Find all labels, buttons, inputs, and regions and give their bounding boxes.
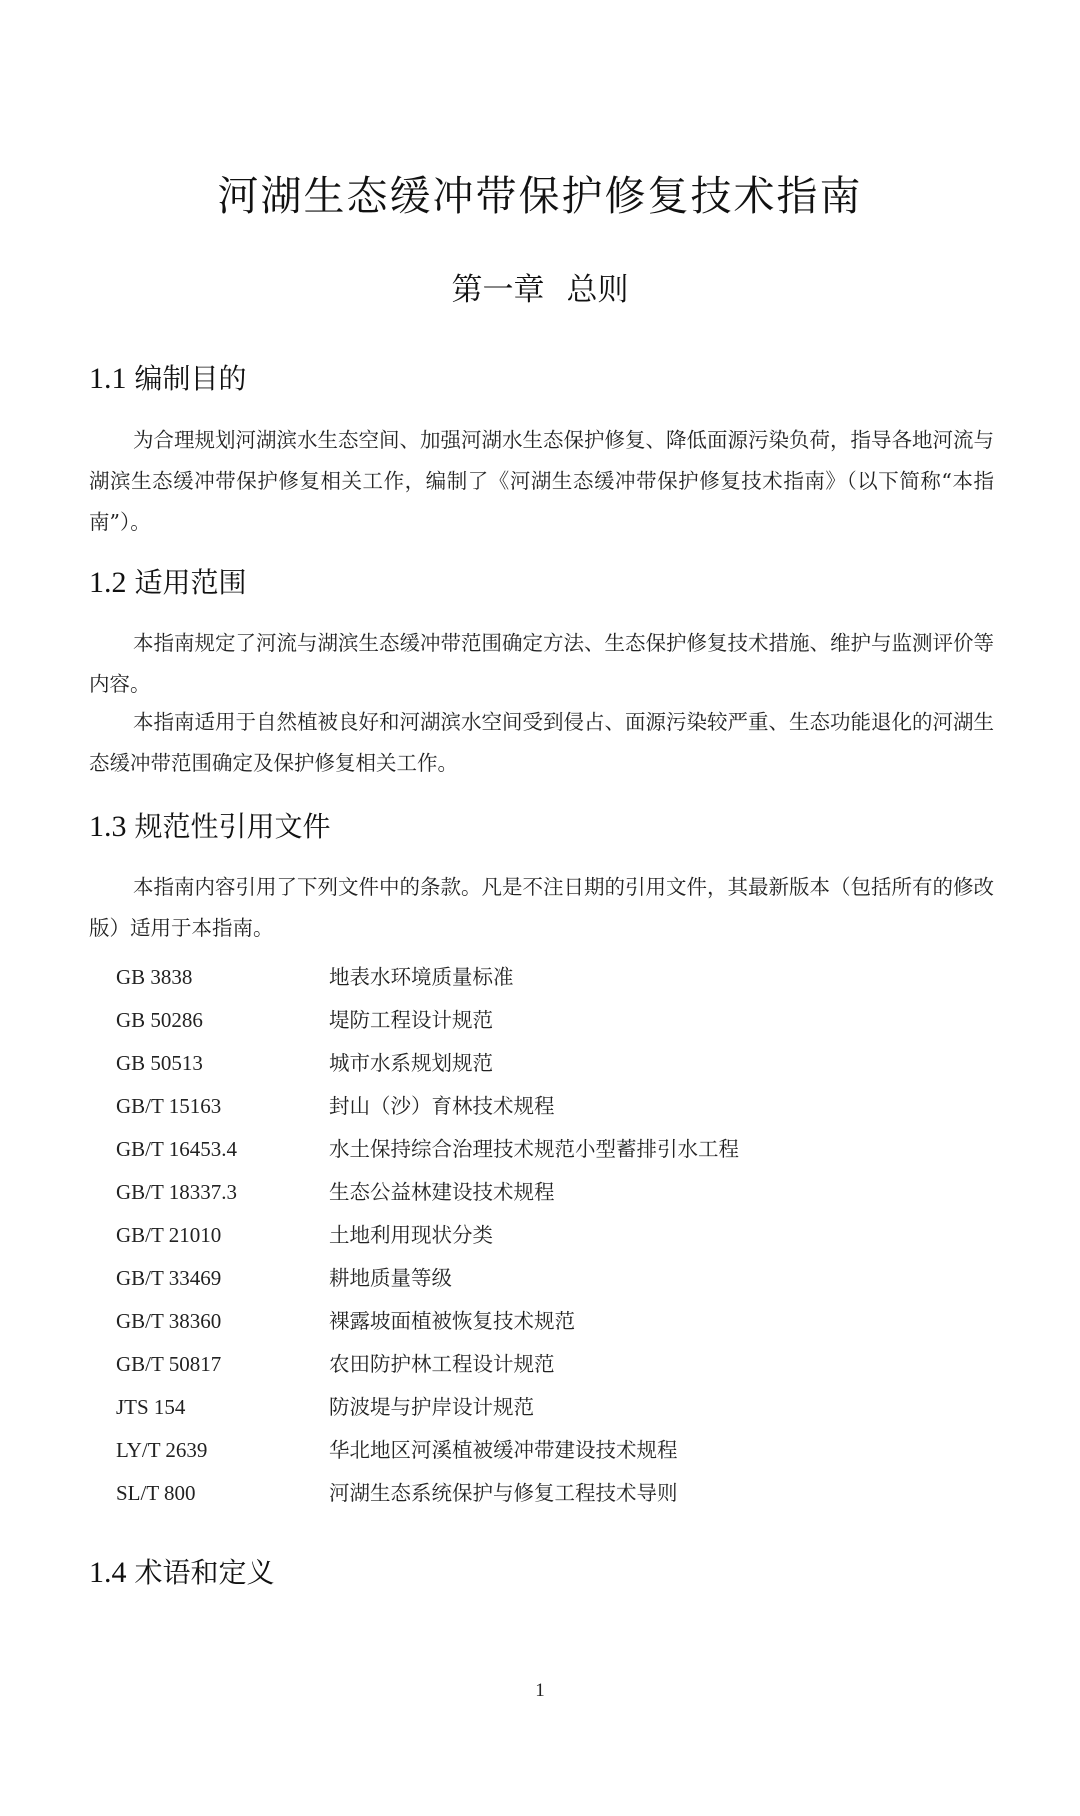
reference-name: 耕地质量等级 bbox=[329, 1266, 452, 1290]
section-title: 编制目的 bbox=[134, 362, 247, 395]
reference-row bbox=[116, 1472, 976, 1515]
reference-row bbox=[116, 1214, 976, 1257]
reference-name: 水土保持综合治理技术规范小型蓄排引水工程 bbox=[329, 1137, 739, 1161]
page-number: 1 bbox=[535, 1680, 545, 1701]
reference-row bbox=[116, 999, 976, 1042]
reference-name: 裸露坡面植被恢复技术规范 bbox=[329, 1309, 575, 1333]
reference-name: 堤防工程设计规范 bbox=[329, 1008, 493, 1032]
reference-code: GB/T 21010 bbox=[116, 1223, 222, 1247]
section-number: 1.3 bbox=[89, 810, 127, 843]
reference-row bbox=[116, 1128, 976, 1171]
reference-name: 生态公益林建设技术规程 bbox=[329, 1180, 555, 1204]
reference-code: GB 50286 bbox=[116, 1008, 203, 1032]
reference-code: JTS 154 bbox=[116, 1395, 186, 1419]
reference-name: 防波堤与护岸设计规范 bbox=[329, 1395, 534, 1419]
paragraph-references-intro: 本指南内容引用了下列文件中的条款。凡是不注日期的引用文件，其最新版本（包括所有的修改版）适用于本指南。 bbox=[89, 875, 994, 940]
reference-row bbox=[116, 1257, 976, 1300]
reference-name: 封山（沙）育林技术规程 bbox=[329, 1094, 555, 1118]
chapter-heading bbox=[0, 270, 1080, 310]
section-number: 1.1 bbox=[89, 362, 127, 395]
section-number: 1.2 bbox=[89, 566, 127, 599]
reference-row bbox=[116, 1300, 976, 1343]
reference-row bbox=[116, 1042, 976, 1085]
reference-code: GB/T 38360 bbox=[116, 1309, 222, 1333]
chapter-title: 总则 bbox=[566, 272, 629, 308]
reference-row bbox=[116, 1386, 976, 1429]
reference-row bbox=[116, 1343, 976, 1386]
paragraph-purpose: 为合理规划河湖滨水生态空间、加强河湖水生态保护修复、降低面源污染负荷，指导各地河流与湖滨生态缓冲带保护修复相关工作，编制了《河湖生态缓冲带保护修复技术指南》（以下简称“本指南”）。 bbox=[89, 428, 994, 534]
section-heading-1-1 bbox=[89, 358, 247, 399]
document-title: 河湖生态缓冲带保护修复技术指南 bbox=[217, 172, 863, 220]
reference-row bbox=[116, 1429, 976, 1472]
reference-code: GB/T 16453.4 bbox=[116, 1137, 237, 1161]
reference-code: GB 50513 bbox=[116, 1051, 203, 1075]
reference-name: 华北地区河溪植被缓冲带建设技术规程 bbox=[329, 1438, 678, 1462]
section-heading-1-4 bbox=[89, 1552, 275, 1593]
paragraph-scope-2: 本指南适用于自然植被良好和河湖滨水空间受到侵占、面源污染较严重、生态功能退化的河湖生态缓冲带范围确定及保护修复相关工作。 bbox=[89, 710, 994, 775]
reference-code: SL/T 800 bbox=[116, 1481, 196, 1505]
reference-code: GB/T 50817 bbox=[116, 1352, 222, 1376]
section-number: 1.4 bbox=[89, 1556, 127, 1589]
reference-name: 农田防护林工程设计规范 bbox=[329, 1352, 555, 1376]
reference-row bbox=[116, 956, 976, 999]
section-title: 适用范围 bbox=[134, 566, 247, 599]
reference-code: GB/T 33469 bbox=[116, 1266, 222, 1290]
section-heading-1-3 bbox=[89, 806, 331, 847]
section-heading-1-2 bbox=[89, 562, 247, 603]
reference-name: 地表水环境质量标准 bbox=[329, 965, 514, 989]
reference-name: 河湖生态系统保护与修复工程技术导则 bbox=[329, 1481, 678, 1505]
section-title: 术语和定义 bbox=[134, 1556, 275, 1589]
chapter-number: 第一章 bbox=[451, 272, 545, 308]
reference-name: 城市水系规划规范 bbox=[329, 1051, 493, 1075]
reference-list bbox=[116, 956, 976, 1515]
reference-code: GB 3838 bbox=[116, 965, 193, 989]
reference-row bbox=[116, 1171, 976, 1214]
reference-code: LY/T 2639 bbox=[116, 1438, 208, 1462]
reference-code: GB/T 15163 bbox=[116, 1094, 222, 1118]
paragraph-scope-1: 本指南规定了河流与湖滨生态缓冲带范围确定方法、生态保护修复技术措施、维护与监测评价等内容。 bbox=[89, 631, 994, 696]
reference-code: GB/T 18337.3 bbox=[116, 1180, 237, 1204]
section-title: 规范性引用文件 bbox=[134, 810, 331, 843]
reference-name: 土地利用现状分类 bbox=[329, 1223, 493, 1247]
reference-row bbox=[116, 1085, 976, 1128]
